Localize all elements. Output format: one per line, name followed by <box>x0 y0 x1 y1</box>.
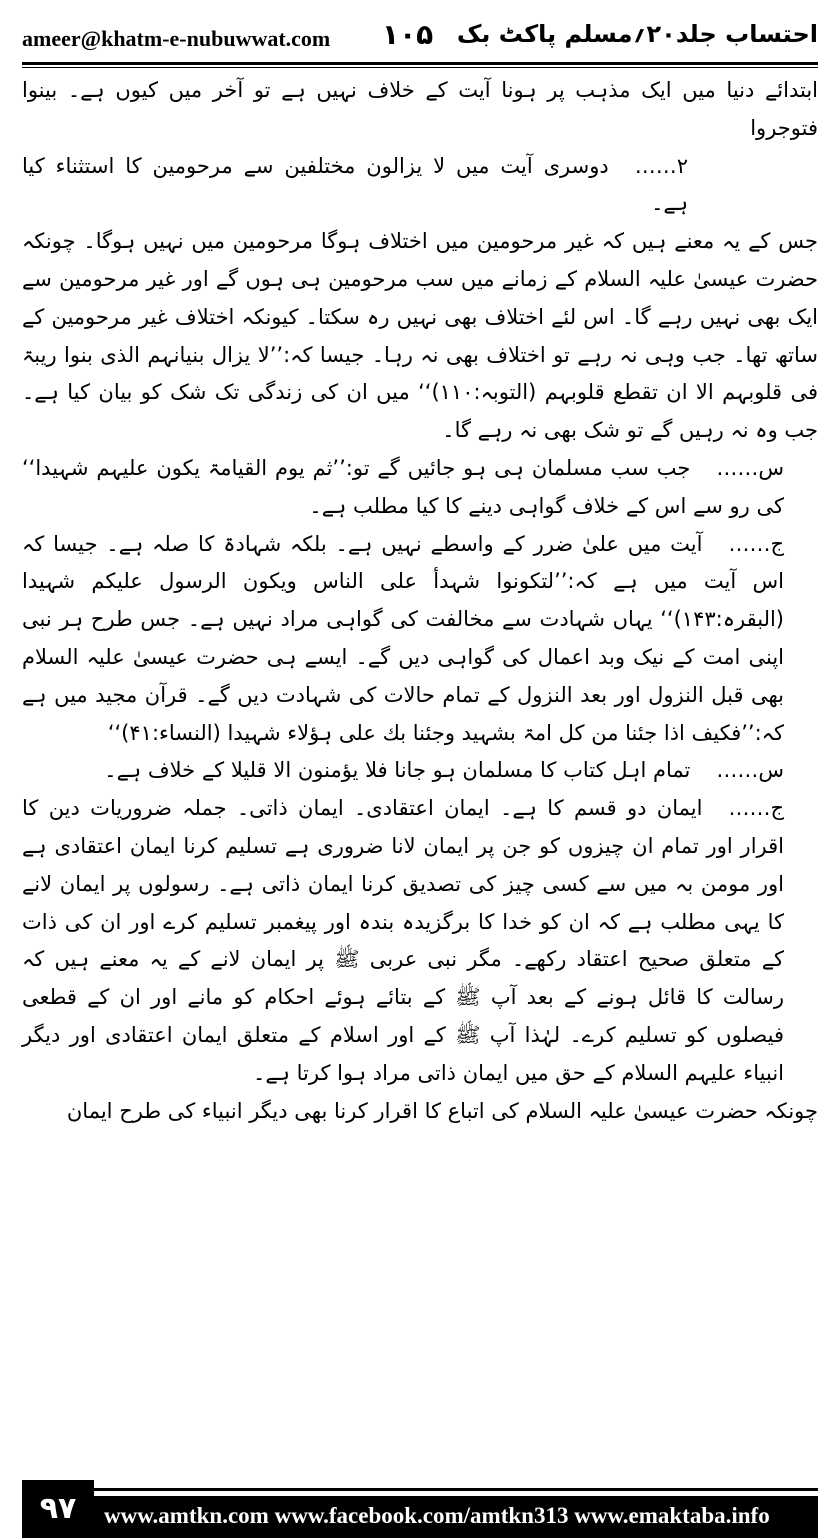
item-marker: س…… <box>716 758 784 783</box>
paragraph-text: ابتدائے دنیا میں ایک مذہب پر ہونا آیت کے خلاف نہیں ہے تو آخر میں کیوں ہے۔ بینوا فتوجروا <box>22 78 818 140</box>
paragraph <box>22 223 818 450</box>
footer-page-number: ۹۷ <box>22 1480 94 1538</box>
item-marker: ج…… <box>728 796 784 821</box>
footer-rule <box>22 1488 818 1491</box>
item-marker: ۲…… <box>634 153 688 178</box>
paragraph <box>22 526 818 753</box>
paragraph-text: تمام اہل کتاب کا مسلمان ہو جانا فلا یؤمنون الا قلیلا کے خلاف ہے۔ <box>104 758 691 783</box>
page-header <box>0 0 840 66</box>
header-email: ameer@khatm-e-nubuwwat.com <box>22 26 331 51</box>
paragraph <box>22 148 818 224</box>
page-body <box>22 72 818 1130</box>
paragraph-text: جب سب مسلمان ہی ہو جائیں گے تو:’’ثم یوم القیامۃ یکون علیہم شہیدا‘‘ کی رو سے اس کے خلاف گواہی دینے کا کیا مطلب ہے۔ <box>22 455 784 518</box>
paragraph <box>22 790 818 1092</box>
paragraph <box>22 72 818 148</box>
item-marker: ج…… <box>728 531 784 556</box>
header-rule <box>22 62 818 65</box>
footer-links: www.amtkn.com www.facebook.com/amtkn313 www.emaktaba.info <box>104 1503 770 1528</box>
paragraph <box>22 1093 818 1131</box>
paragraph-text: دوسری آیت میں لا یزالون مختلفین سے مرحومین کا استثناء کیا ہے۔ <box>22 153 688 216</box>
header-book-title: احتساب جلد۲۰؍مسلم پاکٹ بک <box>456 20 818 48</box>
paragraph-text: ایمان دو قسم کا ہے۔ ایمان اعتقادی۔ ایمان ذاتی۔ جملہ ضروریات دین کا اقرار اور تمام ان چیزوں کو جن پر ایمان لانا ضروری ہے تسلیم کرنا ایمان اعتقادی ہے اور مومن بہ میں سے کسی چیز کی تصدیق کرنا ایمان ذاتی ہے۔ رسولوں پر ایمان لانے کا یہی مطلب ہے کہ ان کو خدا کا برگزیدہ بندہ اور پیغمبر تسلیم کرے اور ان کی ذات کے متعلق صحیح اعتقاد رکھے۔ مگر نبی عربی ﷺ پر ایمان لانے کے یہ معنے ہیں کہ رسالت کا قائل ہونے کے بعد آپ ﷺ کے بتائے ہوئے احکام کو مانے اور ان کے قطعی فیصلوں کو تسلیم کرے۔ لہٰذا آپ ﷺ کے اور اسلام کے متعلق ایمان اعتقادی اور دیگر انبیاء علیہم السلام کے حق میں ایمان ذاتی مراد ہوا کرتا ہے۔ <box>22 796 784 1085</box>
paragraph-text: چونکہ حضرت عیسیٰ علیہ السلام کی اتباع کا اقرار کرنا بھی دیگر انبیاء کی طرح ایمان <box>66 1098 818 1123</box>
item-marker: س…… <box>716 455 784 480</box>
paragraph-text: جس کے یہ معنے ہیں کہ غیر مرحومین میں اختلاف ہوگا مرحومین میں نہیں ہوگا۔ چونکہ حضرت عیسیٰ علیہ السلام کے زمانے میں سب مرحومین ہی ہوں گے اور غیر مرحومین سے ایک بھی نہیں رہے گا۔ اس لئے اختلاف بھی نہیں رہ سکتا۔ کیونکہ اختلاف غیر مرحومین کے ساتھ تھا۔ جب وہی نہ رہے تو اختلاف بھی نہ رہا۔ جیسا کہ:’’لا یزال بنیانہم الذی بنوا ریبۃ فی قلوبہم الا ان تقطع قلوبہم (التوبہ:۱۱۰)‘‘ میں ان کی زندگی تک شک کو بیان کیا ہے۔ جب وہ نہ رہیں گے تو شک بھی نہ رہے گا۔ <box>22 229 818 443</box>
page-footer <box>0 1462 840 1540</box>
paragraph-text: آیت میں علیٰ ضرر کے واسطے نہیں ہے۔ بلکہ شہادۃ کا صلہ ہے۔ جیسا کہ اس آیت میں ہے کہ:’’لتکونوا شہدأ علی الناس ویکون الرسول علیکم شہیدا (البقرہ:۱۴۳)‘‘ یہاں شہادت سے مخالفت کی گواہی مراد نہیں ہے۔ جس طرح ہر نبی اپنی امت کے نیک وبد اعمال کی گواہی دیں گے۔ ایسے ہی حضرت عیسیٰ علیہ السلام بھی قبل النزول اور بعد النزول کے تمام حالات کی شہادت دیں گے۔ قرآن مجید میں ہے کہ:’’فکیف اذا جئنا من کل امۃ بشہید وجئنا بك علی ہؤلاء شہیدا (النساء:۴۱)‘‘ <box>22 531 784 745</box>
header-rule-thin <box>22 67 818 68</box>
paragraph <box>22 450 818 526</box>
header-page-number: ۱۰۵ <box>382 18 434 51</box>
paragraph <box>22 752 818 790</box>
